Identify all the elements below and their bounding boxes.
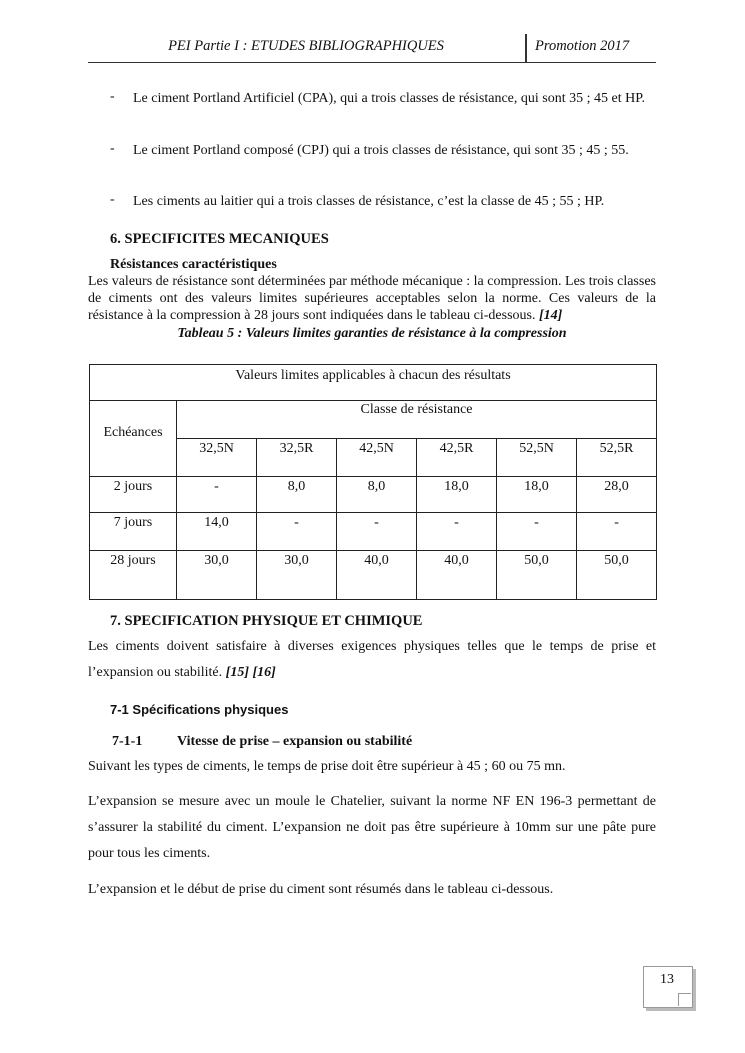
reference-14: [14] [539,308,563,323]
bullet-item-cpj: Le ciment Portland composé (CPJ) qui a trois classes de résistance, qui sont 35 ; 45 ; 55. [133,143,629,158]
subsection-7-1-1-title: Vitesse de prise – expansion ou stabilité [177,734,413,749]
bullet-dash: - [110,141,115,156]
table-column-header: 42,5N [337,439,417,477]
section-7-heading: 7. SPECIFICATION PHYSIQUE ET CHIMIQUE [110,613,423,629]
bullet-dash: - [110,89,115,104]
table-cell: 40,0 [337,551,417,600]
table-cell: - [337,513,417,551]
table-cell: - [417,513,497,551]
table-cell: - [577,513,657,551]
table-cell: 50,0 [497,551,577,600]
subsection-7-1-1-number: 7-1-1 [112,734,143,749]
header-separator [525,34,527,62]
table-column-header: 52,5N [497,439,577,477]
table-column-header: 52,5R [577,439,657,477]
table-cell: 8,0 [257,477,337,513]
table-row-header: Echéances [90,401,177,477]
section-7-paragraph: Les ciments doivent satisfaire à diverses exigences physiques telles que le temps de prise et l’expansion ou stabilité. [15] [16] [88,639,656,680]
table-cell: 18,0 [417,477,497,513]
reference-15-16: [15] [16] [225,665,276,680]
table-cell: - [257,513,337,551]
table-cell: - [497,513,577,551]
bullet-item-laitier: Les ciments au laitier qui a trois classes de résistance, c’est la classe de 45 ; 55 ; HP. [133,194,605,209]
table-5-caption: Tableau 5 : Valeurs limites garanties de résistance à la compression [177,326,567,341]
header-promotion: Promotion 2017 [535,38,630,54]
section-6-paragraph: Les valeurs de résistance sont déterminées par méthode mécanique : la compression. Les trois classes de ciments ont des valeurs limites supérieures acceptables selon la norme. Ces valeurs de la résistance à la compression à 28 jours sont indiquées dans le tableau ci-dessous. [14] [88,274,656,323]
table-row-label: 28 jours [90,551,177,600]
table-cell: 30,0 [257,551,337,600]
table-row-label: 2 jours [90,477,177,513]
table-cell: 30,0 [177,551,257,600]
table-column-header: 32,5N [177,439,257,477]
section-6-subtitle: Résistances caractéristiques [110,257,277,272]
resistance-table [89,364,657,600]
section-6-heading: 6. SPECIFICITES MECANIQUES [110,231,329,247]
bullet-item-cpa: Le ciment Portland Artificiel (CPA), qui a trois classes de résistance, qui sont 35 ; 45 et HP. [133,91,645,106]
page-number: 13 [660,972,674,987]
table-row [90,551,657,600]
paragraph-temps-de-prise: Suivant les types de ciments, le temps de prise doit être supérieur à 45 ; 60 ou 75 mn. [88,759,566,774]
table-row [90,513,657,551]
table-cell: 14,0 [177,513,257,551]
table-class-header: Classe de résistance [177,401,657,439]
subsection-7-1-heading: 7-1 Spécifications physiques [110,702,289,717]
paragraph-resume: L’expansion et le début de prise du ciment sont résumés dans le tableau ci-dessous. [88,882,554,897]
table-row-label: 7 jours [90,513,177,551]
table-cell: 28,0 [577,477,657,513]
page-corner-fold [678,993,691,1006]
table-title: Valeurs limites applicables à chacun des résultats [90,365,657,401]
table-cell: 50,0 [577,551,657,600]
table-column-header: 32,5R [257,439,337,477]
table-cell: 18,0 [497,477,577,513]
table-row [90,477,657,513]
table-cell: 8,0 [337,477,417,513]
paragraph-expansion: L’expansion se mesure avec un moule le Chatelier, suivant la norme NF EN 196-3 permettant de s’assurer la stabilité du ciment. L’expansion ne doit pas être supérieure à 10mm sur une pâte pure pour tous les ciments. [88,794,656,861]
table-cell: - [177,477,257,513]
header-rule [88,62,656,63]
table-column-header: 42,5R [417,439,497,477]
table-cell: 40,0 [417,551,497,600]
bullet-dash: - [110,192,115,207]
header-title: PEI Partie I : ETUDES BIBLIOGRAPHIQUES [168,38,444,54]
